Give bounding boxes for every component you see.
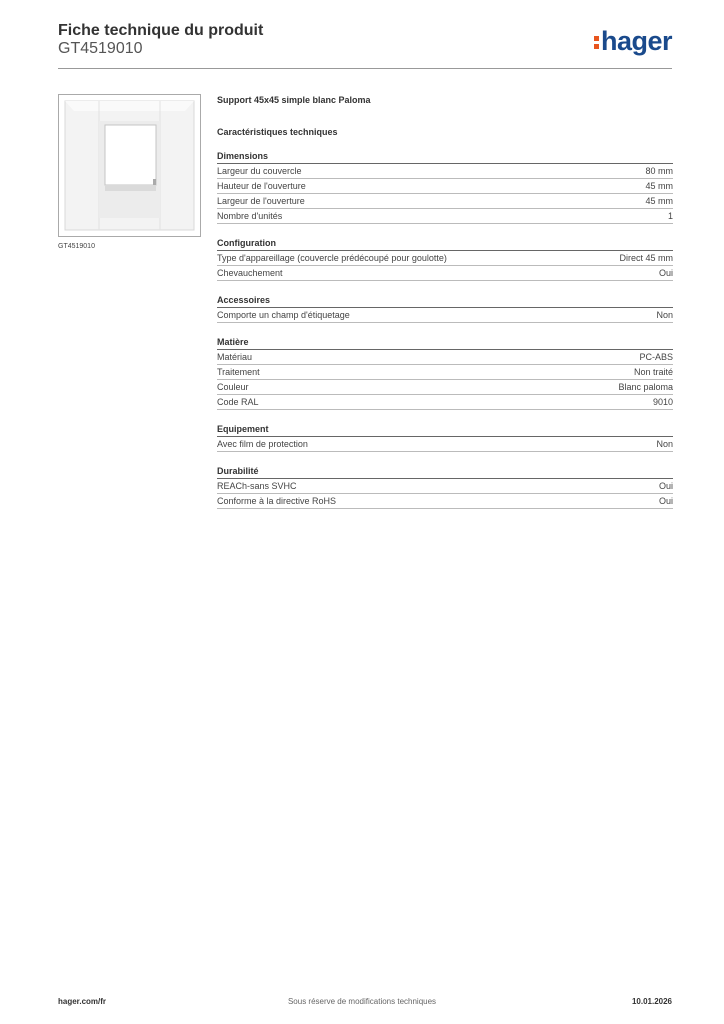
logo-dots-icon xyxy=(594,33,599,52)
spec-value: Non xyxy=(656,310,673,320)
section-heading: Accessoires xyxy=(217,294,673,308)
spec-value: Direct 45 mm xyxy=(619,253,673,263)
spec-row xyxy=(217,479,673,494)
spec-value: 80 mm xyxy=(645,166,673,176)
product-image xyxy=(58,94,201,237)
support-plate-illustration xyxy=(59,95,200,236)
spec-row xyxy=(217,194,673,209)
spec-label: Traitement xyxy=(217,367,260,377)
spec-value: 1 xyxy=(667,211,673,221)
product-code: GT4519010 xyxy=(58,40,143,57)
spec-value: Blanc paloma xyxy=(618,382,673,392)
spec-row xyxy=(217,209,673,224)
section-heading: Configuration xyxy=(217,237,673,251)
hager-logo xyxy=(594,26,672,56)
spec-label: Hauteur de l'ouverture xyxy=(217,181,306,191)
spec-label: Code RAL xyxy=(217,397,259,407)
footer-date: 10.01.2026 xyxy=(631,997,672,1006)
spec-label: Type d'appareillage (couvercle prédécoupé pour goulotte) xyxy=(217,253,447,263)
spec-row xyxy=(217,494,673,509)
section-heading: Equipement xyxy=(217,423,673,437)
spec-label: Matériau xyxy=(217,352,253,362)
spec-label: Largeur de l'ouverture xyxy=(217,196,305,206)
spec-row xyxy=(217,350,673,365)
spec-value: 45 mm xyxy=(645,181,673,191)
spec-section xyxy=(217,237,673,281)
spec-row xyxy=(217,395,673,410)
spec-section xyxy=(217,465,673,509)
spec-label: Chevauchement xyxy=(217,268,283,278)
spec-section xyxy=(217,336,673,410)
spec-row xyxy=(217,437,673,452)
logo-text: hager xyxy=(600,26,672,56)
spec-row xyxy=(217,251,673,266)
section-heading: Durabilité xyxy=(217,465,673,479)
header-divider xyxy=(58,68,672,69)
spec-section xyxy=(217,423,673,452)
spec-value: 9010 xyxy=(652,397,673,407)
characteristics-title: Caractéristiques techniques xyxy=(217,127,338,137)
spec-value: 45 mm xyxy=(645,196,673,206)
spec-row xyxy=(217,179,673,194)
spec-label: REACh-sans SVHC xyxy=(217,481,297,491)
spec-section xyxy=(217,294,673,323)
section-heading: Dimensions xyxy=(217,150,673,164)
spec-value: Oui xyxy=(658,496,673,506)
spec-value: PC-ABS xyxy=(639,352,673,362)
spec-row xyxy=(217,266,673,281)
image-caption: GT4519010 xyxy=(58,243,95,250)
spec-section xyxy=(217,150,673,224)
spec-label: Comporte un champ d'étiquetage xyxy=(217,310,350,320)
spec-label: Largeur du couvercle xyxy=(217,166,302,176)
footer-disclaimer: Sous réserve de modifications techniques xyxy=(287,997,437,1006)
spec-label: Conforme à la directive RoHS xyxy=(217,496,337,506)
specifications-panel xyxy=(217,94,673,509)
section-heading: Matière xyxy=(217,336,673,350)
spec-label: Avec film de protection xyxy=(217,439,308,449)
spec-row xyxy=(217,164,673,179)
spec-value: Oui xyxy=(658,268,673,278)
spec-label: Couleur xyxy=(217,382,249,392)
spec-value: Non traité xyxy=(633,367,673,377)
spec-row xyxy=(217,308,673,323)
spec-sections xyxy=(217,150,673,509)
page-title: Fiche technique du produit xyxy=(58,22,264,39)
spec-row xyxy=(217,380,673,395)
spec-value: Non xyxy=(656,439,673,449)
spec-row xyxy=(217,365,673,380)
spec-value: Oui xyxy=(658,481,673,491)
product-title: Support 45x45 simple blanc Paloma xyxy=(217,95,371,105)
spec-label: Nombre d'unités xyxy=(217,211,283,221)
footer-website: hager.com/fr xyxy=(58,997,107,1006)
